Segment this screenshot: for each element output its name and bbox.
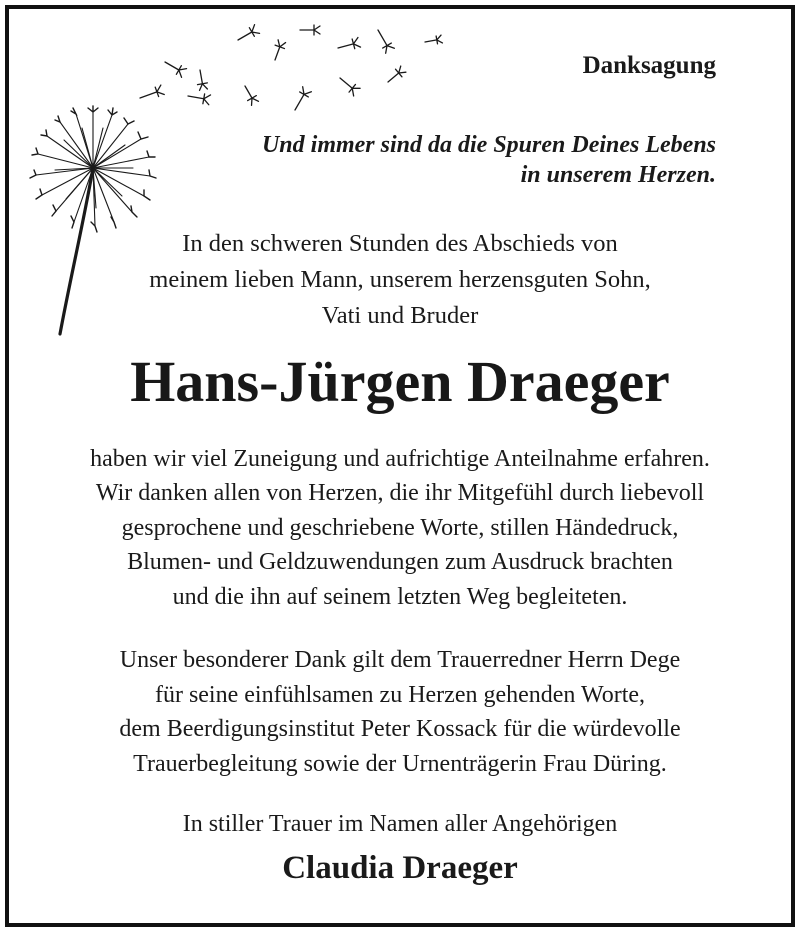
- thanks-text: [0, 442, 800, 614]
- intro-line: In den schweren Stunden des Abschieds von: [182, 230, 618, 257]
- special-thanks-line: Trauerbegleitung sowie der Urnenträgerin Frau Düring.: [133, 750, 667, 777]
- motto-line: Und immer sind da die Spuren Deines Lebens: [261, 132, 716, 158]
- motto-line: in unserem Herzen.: [520, 162, 716, 188]
- signature: Claudia Draeger: [282, 850, 518, 886]
- intro-text: [0, 226, 800, 334]
- special-thanks-text: [0, 643, 800, 781]
- thanks-line: Blumen- und Geldzuwendungen zum Ausdruck brachten: [127, 549, 673, 576]
- motto: [262, 130, 716, 190]
- closing-line: In stiller Trauer im Namen aller Angehörigen: [182, 811, 618, 837]
- intro-line: meinem lieben Mann, unserem herzensguten Sohn,: [149, 266, 651, 293]
- special-thanks-line: Unser besonderer Dank gilt dem Trauerredner Herrn Dege: [119, 647, 681, 673]
- thanks-line: gesprochene und geschriebene Worte, stillen Händedruck,: [121, 514, 679, 541]
- notice-heading: Danksagung: [582, 52, 716, 79]
- thanks-line: und die ihn auf seinem letzten Weg begleiteten.: [172, 583, 628, 610]
- special-thanks-line: für seine einfühlsamen zu Herzen gehenden Worte,: [154, 681, 646, 708]
- special-thanks-line: dem Beerdigungsinstitut Peter Kossack für die würdevolle: [119, 716, 681, 743]
- thanks-line: haben wir viel Zuneigung und aufrichtige Anteilnahme erfahren.: [90, 446, 710, 472]
- intro-line: Vati und Bruder: [321, 302, 479, 329]
- thanks-line: Wir danken allen von Herzen, die ihr Mitgefühl durch liebevoll: [95, 480, 705, 507]
- deceased-name: Hans-Jürgen Draeger: [130, 349, 670, 414]
